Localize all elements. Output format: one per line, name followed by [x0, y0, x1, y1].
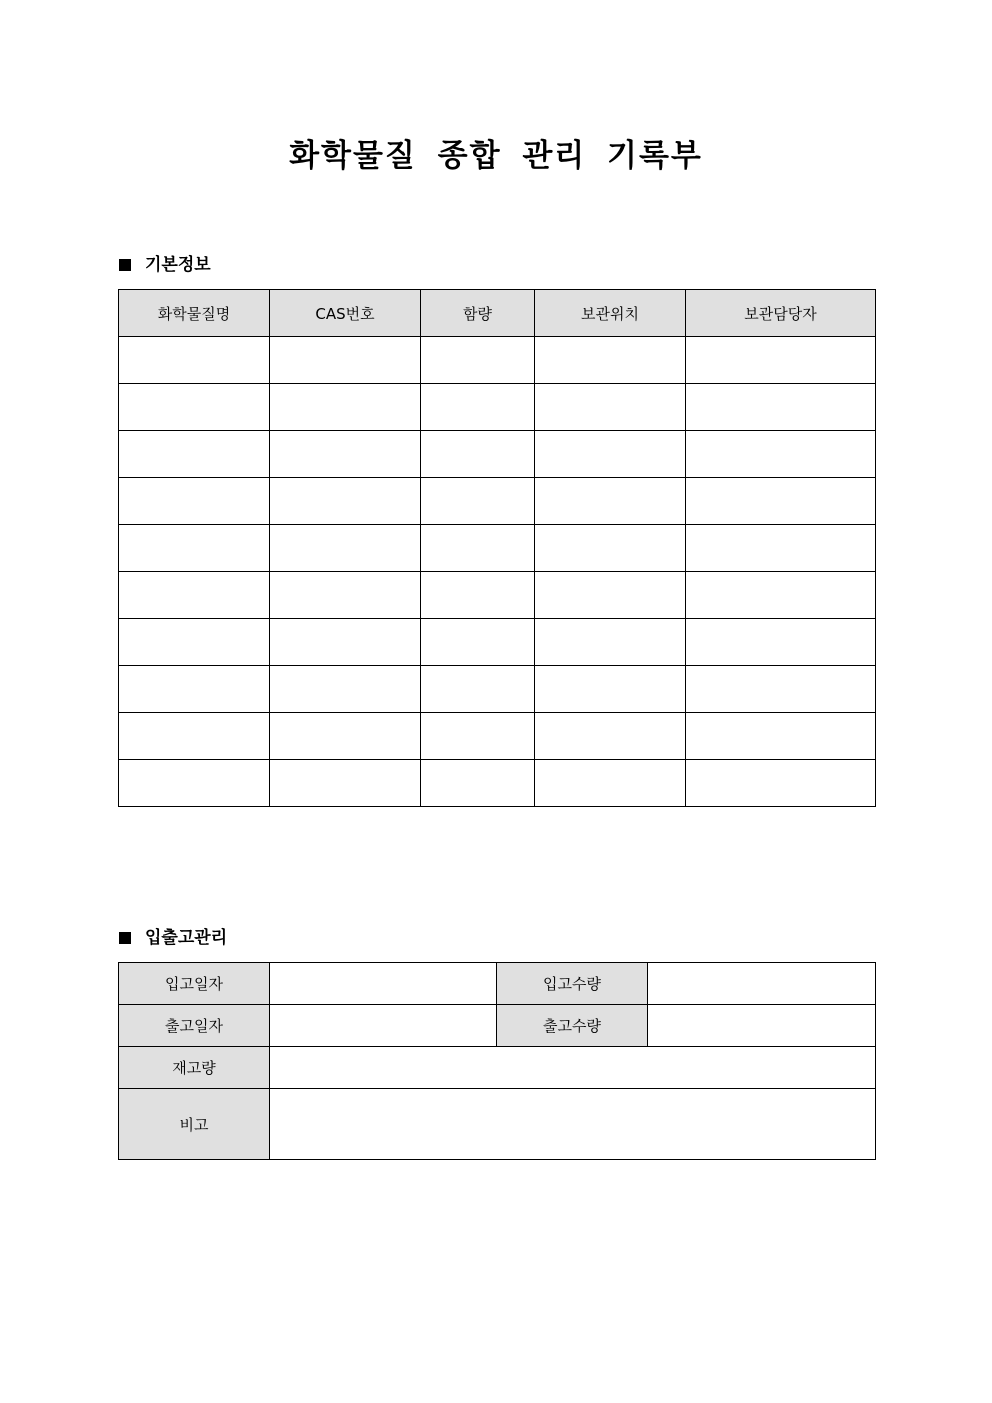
cell-cas-number[interactable] — [270, 384, 421, 431]
cell-content[interactable] — [421, 760, 535, 807]
cell-chemical-name[interactable] — [119, 666, 270, 713]
inout-heading-label: 입출고관리 — [145, 928, 228, 948]
in-qty-field[interactable] — [648, 963, 876, 1005]
stock-field[interactable] — [270, 1047, 876, 1089]
cell-chemical-name[interactable] — [119, 619, 270, 666]
cell-chemical-name[interactable] — [119, 478, 270, 525]
table-header-row — [119, 290, 876, 337]
table-row — [119, 478, 876, 525]
table-row — [119, 572, 876, 619]
stock-label: 재고량 — [119, 1047, 270, 1089]
square-bullet-icon — [119, 259, 131, 271]
cell-content[interactable] — [421, 666, 535, 713]
cell-content[interactable] — [421, 619, 535, 666]
table-row — [119, 384, 876, 431]
cell-storage-manager[interactable] — [686, 431, 876, 478]
out-qty-field[interactable] — [648, 1005, 876, 1047]
basic-info-heading — [119, 253, 211, 277]
cell-storage-manager[interactable] — [686, 760, 876, 807]
out-row — [119, 1005, 876, 1047]
cell-storage-location[interactable] — [535, 572, 686, 619]
cell-cas-number[interactable] — [270, 337, 421, 384]
cell-storage-location[interactable] — [535, 713, 686, 760]
in-date-label: 입고일자 — [119, 963, 270, 1005]
document-title: 화학물질 종합 관리 기록부 — [289, 138, 703, 174]
cell-chemical-name[interactable] — [119, 760, 270, 807]
cell-chemical-name[interactable] — [119, 525, 270, 572]
cell-storage-manager[interactable] — [686, 337, 876, 384]
cell-storage-location[interactable] — [535, 666, 686, 713]
cell-cas-number[interactable] — [270, 572, 421, 619]
cell-content[interactable] — [421, 337, 535, 384]
out-date-label: 출고일자 — [119, 1005, 270, 1047]
cell-cas-number[interactable] — [270, 478, 421, 525]
cell-storage-location[interactable] — [535, 384, 686, 431]
cell-storage-manager[interactable] — [686, 384, 876, 431]
out-qty-label: 출고수량 — [497, 1005, 648, 1047]
table-row — [119, 431, 876, 478]
basic-info-heading-label: 기본정보 — [145, 255, 211, 275]
cell-cas-number[interactable] — [270, 525, 421, 572]
cell-storage-manager[interactable] — [686, 525, 876, 572]
cell-storage-location[interactable] — [535, 760, 686, 807]
column-header-storage-manager: 보관담당자 — [686, 290, 876, 337]
cell-content[interactable] — [421, 572, 535, 619]
cell-chemical-name[interactable] — [119, 572, 270, 619]
cell-content[interactable] — [421, 713, 535, 760]
remarks-field[interactable] — [270, 1089, 876, 1160]
cell-storage-location[interactable] — [535, 619, 686, 666]
cell-cas-number[interactable] — [270, 666, 421, 713]
table-row — [119, 337, 876, 384]
cell-storage-location[interactable] — [535, 525, 686, 572]
cell-content[interactable] — [421, 478, 535, 525]
column-header-content: 함량 — [421, 290, 535, 337]
basic-info-table — [118, 289, 876, 807]
table-row — [119, 525, 876, 572]
cell-storage-manager[interactable] — [686, 666, 876, 713]
square-bullet-icon — [119, 932, 131, 944]
remarks-row — [119, 1089, 876, 1160]
table-row — [119, 760, 876, 807]
cell-chemical-name[interactable] — [119, 384, 270, 431]
inout-heading — [119, 926, 227, 950]
column-header-cas-number: CAS번호 — [270, 290, 421, 337]
in-row — [119, 963, 876, 1005]
column-header-chemical-name: 화학물질명 — [119, 290, 270, 337]
cell-cas-number[interactable] — [270, 619, 421, 666]
cell-cas-number[interactable] — [270, 713, 421, 760]
cell-storage-manager[interactable] — [686, 478, 876, 525]
cell-content[interactable] — [421, 431, 535, 478]
remarks-label: 비고 — [119, 1089, 270, 1160]
cell-storage-manager[interactable] — [686, 619, 876, 666]
cell-content[interactable] — [421, 525, 535, 572]
cell-cas-number[interactable] — [270, 760, 421, 807]
cell-storage-manager[interactable] — [686, 713, 876, 760]
cell-chemical-name[interactable] — [119, 431, 270, 478]
cell-storage-location[interactable] — [535, 431, 686, 478]
cell-cas-number[interactable] — [270, 431, 421, 478]
in-date-field[interactable] — [270, 963, 497, 1005]
stock-row — [119, 1047, 876, 1089]
column-header-storage-location: 보관위치 — [535, 290, 686, 337]
cell-storage-location[interactable] — [535, 337, 686, 384]
cell-storage-manager[interactable] — [686, 572, 876, 619]
cell-content[interactable] — [421, 384, 535, 431]
inout-table — [118, 962, 876, 1160]
cell-chemical-name[interactable] — [119, 713, 270, 760]
table-row — [119, 713, 876, 760]
table-row — [119, 666, 876, 713]
cell-storage-location[interactable] — [535, 478, 686, 525]
cell-chemical-name[interactable] — [119, 337, 270, 384]
out-date-field[interactable] — [270, 1005, 497, 1047]
table-row — [119, 619, 876, 666]
in-qty-label: 입고수량 — [497, 963, 648, 1005]
